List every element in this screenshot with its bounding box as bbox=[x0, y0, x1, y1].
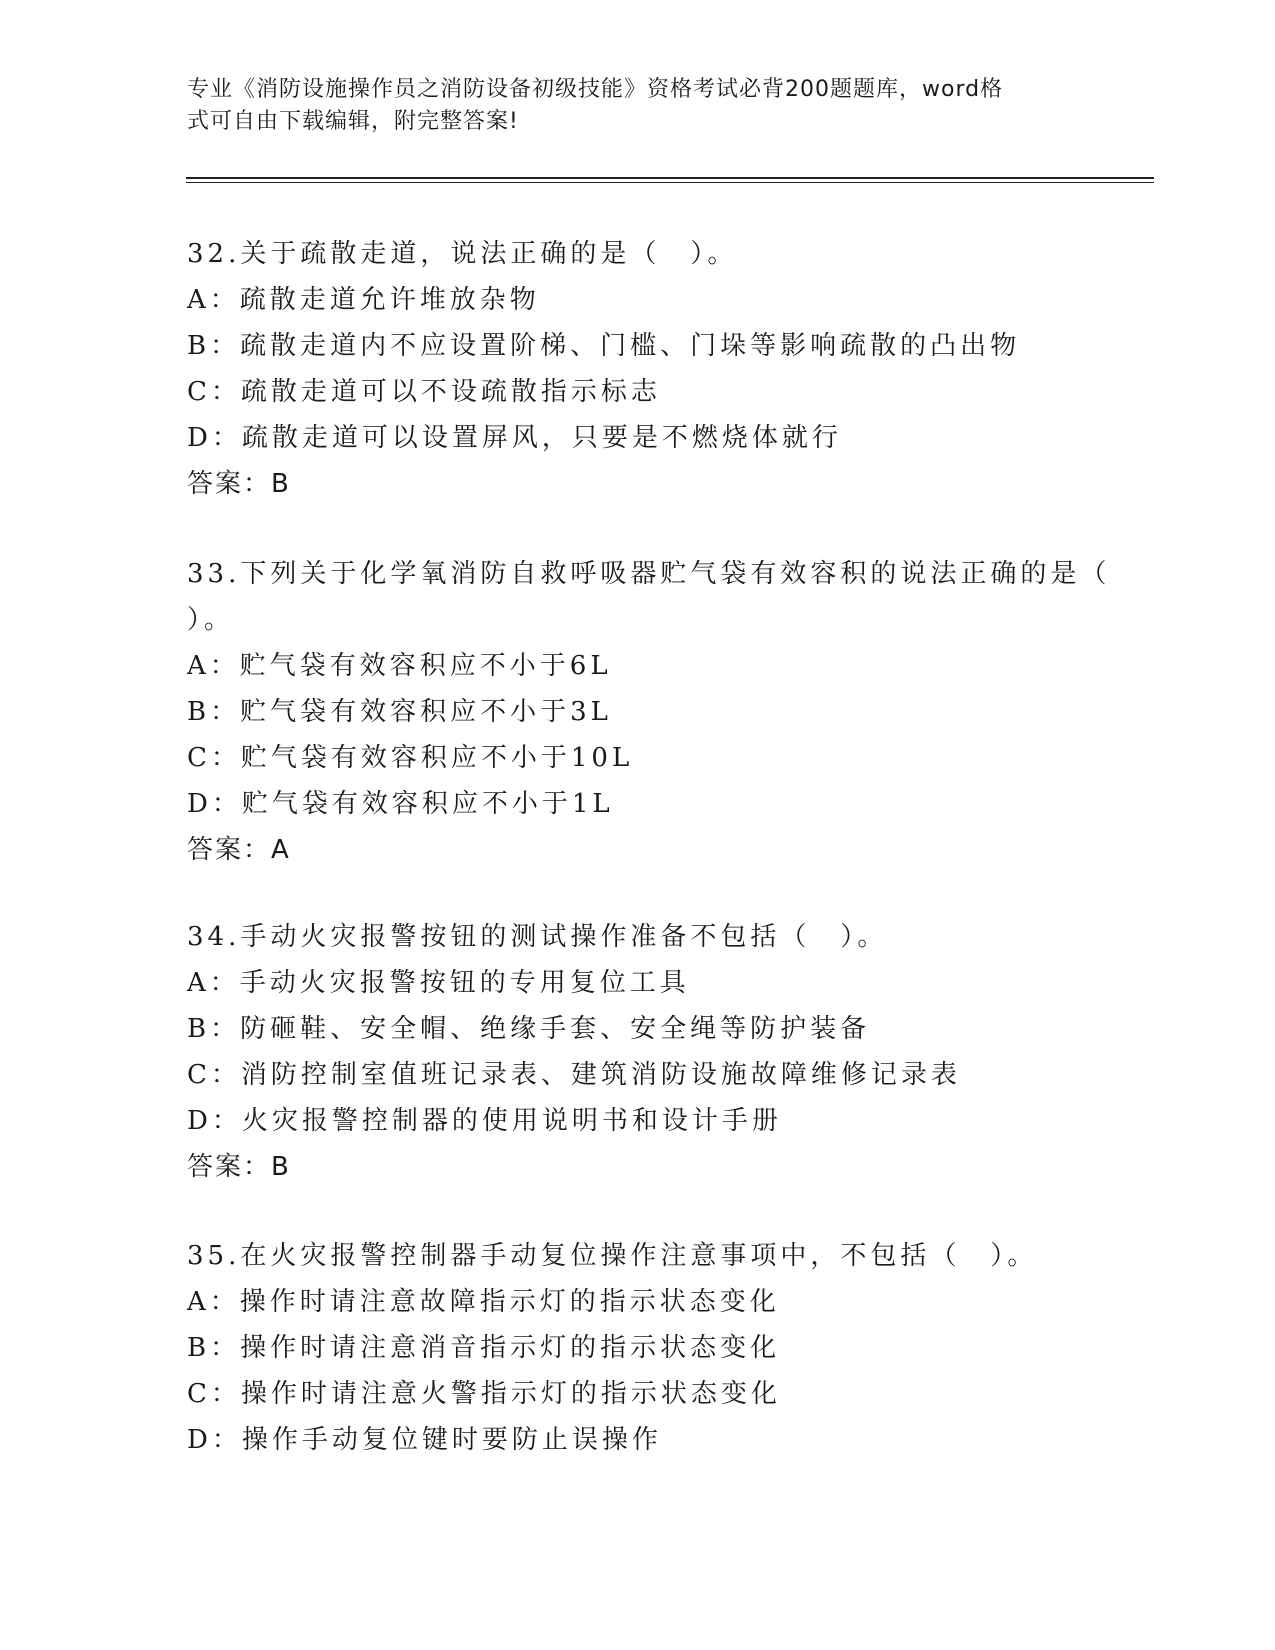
question-stem-line-1: 33.下列关于化学氧消防自救呼吸器贮气袋有效容积的说法正确的是（ bbox=[187, 559, 1111, 589]
question-35 bbox=[187, 1233, 1087, 1463]
option-c: C：操作时请注意火警指示灯的指示状态变化 bbox=[187, 1379, 781, 1409]
option-c: C：贮气袋有效容积应不小于10L bbox=[187, 743, 634, 773]
option-d: D：操作手动复位键时要防止误操作 bbox=[187, 1425, 662, 1455]
question-33 bbox=[187, 551, 1111, 873]
answer: 答案：B bbox=[187, 469, 291, 499]
question-stem-line-2: ）。 bbox=[187, 605, 235, 635]
option-b: B：疏散走道内不应设置阶梯、门槛、门垛等影响疏散的凸出物 bbox=[187, 331, 1021, 361]
answer: 答案：B bbox=[187, 1152, 291, 1182]
header-line-2: 式可自由下载编辑，附完整答案! bbox=[187, 109, 519, 134]
document-header bbox=[187, 74, 1067, 138]
option-d: D：贮气袋有效容积应不小于1L bbox=[187, 789, 614, 819]
header-line-1: 专业《消防设施操作员之消防设备初级技能》资格考试必背200题题库，word格 bbox=[187, 77, 1004, 102]
option-d: D：疏散走道可以设置屏风，只要是不燃烧体就行 bbox=[187, 423, 842, 453]
option-a: A：疏散走道允许堆放杂物 bbox=[187, 285, 540, 315]
question-stem: 32.关于疏散走道，说法正确的是（ ）。 bbox=[187, 239, 738, 269]
answer: 答案：A bbox=[187, 835, 291, 865]
option-b: B：防砸鞋、安全帽、绝缘手套、安全绳等防护装备 bbox=[187, 1014, 871, 1044]
option-a: A：手动火灾报警按钮的专用复位工具 bbox=[187, 968, 690, 998]
option-c: C：疏散走道可以不设疏散指示标志 bbox=[187, 377, 661, 407]
option-b: B：贮气袋有效容积应不小于3L bbox=[187, 697, 612, 727]
question-stem: 34.手动火灾报警按钮的测试操作准备不包括（ ）。 bbox=[187, 922, 888, 952]
option-d: D：火灾报警控制器的使用说明书和设计手册 bbox=[187, 1106, 782, 1136]
option-a: A：操作时请注意故障指示灯的指示状态变化 bbox=[187, 1287, 780, 1317]
option-c: C：消防控制室值班记录表、建筑消防设施故障维修记录表 bbox=[187, 1060, 961, 1090]
header-divider bbox=[186, 177, 1154, 183]
question-32 bbox=[187, 231, 1087, 507]
question-stem: 35.在火灾报警控制器手动复位操作注意事项中，不包括（ ）。 bbox=[187, 1241, 1038, 1271]
option-b: B：操作时请注意消音指示灯的指示状态变化 bbox=[187, 1333, 781, 1363]
question-34 bbox=[187, 914, 1087, 1190]
option-a: A：贮气袋有效容积应不小于6L bbox=[187, 651, 612, 681]
